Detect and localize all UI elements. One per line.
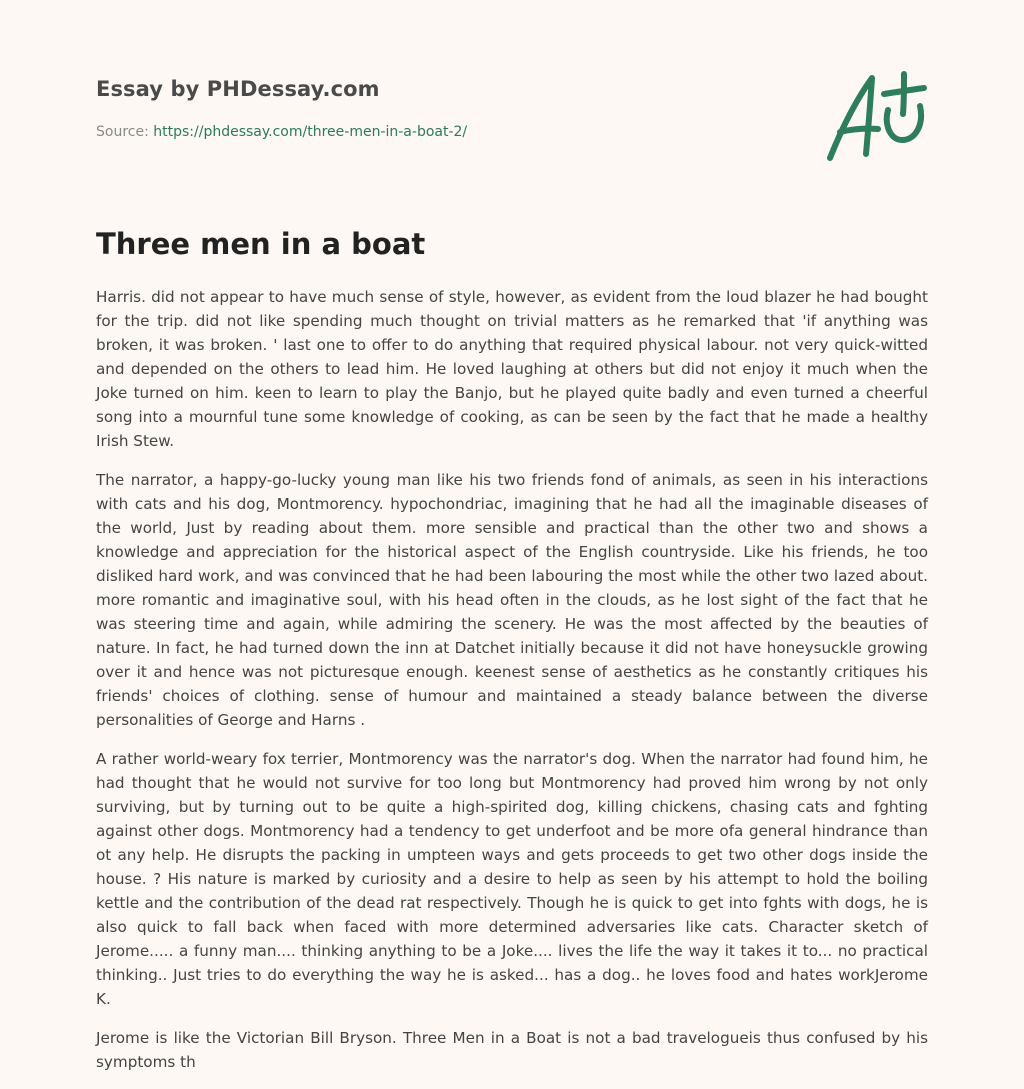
essay-title: Three men in a boat (96, 227, 426, 261)
source-link[interactable]: https://phdessay.com/three-men-in-a-boat-2/ (153, 124, 468, 140)
source-line (96, 124, 467, 140)
essay-paragraph: Jerome is like the Victorian Bill Bryson. Three Men in a Boat is not a bad travelogueis thus confused by his symptoms th (96, 1029, 928, 1071)
site-brand: Essay by PHDessay.com (96, 77, 380, 101)
a-plus-logo-icon (820, 66, 930, 166)
essay-paragraph: Harris. did not appear to have much sense of style, however, as evident from the loud blazer he had bought for the trip. did not like spending much thought on trivial matters as he remarked that 'if anything was broken, it was broken. ' last one to offer to do anything that required physical labour. not very quick-witted and depended on the others to lead him. He loved laughing at others but did not enjoy it much when the Joke turned on him. keen to learn to play the Banjo, but he played quite badly and even turned a cheerful song into a mournful tune some knowledge of cooking, as can be seen by the fact that he made a healthy Irish Stew. (96, 288, 928, 450)
essay-paragraph: A rather world-weary fox terrier, Montmorency was the narrator's dog. When the narrator had found him, he had thought that he would not survive for too long but Montmorency had proved him wrong by not only surviving, but by turning out to be quite a high-spirited dog, killing chickens, chasing cats and fghting against other dogs. Montmorency had a tendency to get underfoot and be more ofa general hindrance than ot any help. He disrupts the packing in umpteen ways and gets proceeds to get two other dogs inside the house. ? His nature is marked by curiosity and a desire to help as seen by his attempt to hold the boiling kettle and the contribution of the dead rat respectively. Though he is quick to get into fghts with dogs, he is also quick to fall back when faced with more determined adversaries like cats. Character sketch of Jerome..... a funny man.... thinking anything to be a Joke.... lives the life the way it takes it to... no practical thinking.. Just tries to do everything the way he is asked... has a dog.. he loves food and hates workJerome K. (96, 750, 928, 1008)
essay-body (96, 285, 928, 1089)
source-label: Source: (96, 124, 154, 140)
essay-paragraph: The narrator, a happy-go-lucky young man like his two friends fond of animals, as seen in his interactions with cats and his dog, Montmorency. hypochondriac, imagining that he had all the imaginable diseases of the world, Just by reading about them. more sensible and practical than the other two and shows a knowledge and appreciation for the historical aspect of the English countryside. Like his friends, he too disliked hard work, and was convinced that he had been labouring the most while the other two lazed about. more romantic and imaginative soul, with his head often in the clouds, as he lost sight of the fact that he was steering time and again, while admiring the scenery. He was the most affected by the beauties of nature. In fact, he had turned down the inn at Datchet initially because it did not have honeysuckle growing over it and hence was not picturesque enough. keenest sense of aesthetics as he constantly critiques his friends' choices of clothing. sense of humour and maintained a steady balance between the diverse personalities of George and Harns . (96, 471, 928, 729)
